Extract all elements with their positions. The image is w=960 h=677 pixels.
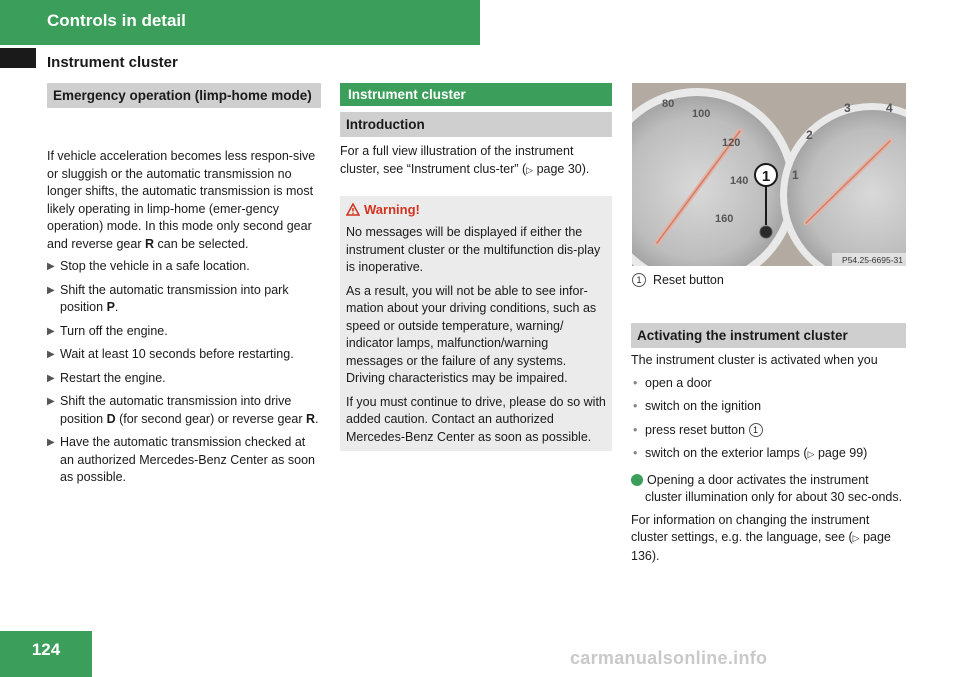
- page-reference-link[interactable]: page 136: [631, 530, 891, 563]
- list-item: • switch on the exterior lamps (▷ page 99): [633, 446, 868, 460]
- step-item: ▶ Turn off the engine.: [47, 323, 168, 338]
- tick-label: 3: [844, 101, 851, 115]
- limp-home-section: [47, 148, 321, 493]
- introduction-heading: Introduction: [340, 112, 612, 137]
- warning-text: If you must continue to drive, please do so with added caution. Contact an authorized Mercedes-Benz Center as soon as possible.: [346, 394, 606, 444]
- section-marker: [0, 48, 36, 68]
- step-item: ▶ Wait at least 10 seconds before restarting.: [47, 347, 294, 361]
- warning-text: As a result, you will not be able to see infor-mation about your driving conditions, such as speed or outside temperature, warning/ indicator lamps, malfunction/warning messages or the failure of any systems. Driving characteristics may be impaired.: [346, 283, 597, 385]
- introduction-section: [340, 143, 612, 184]
- instrument-cluster-heading: Instrument cluster: [340, 83, 612, 106]
- list-item: • open a door: [633, 375, 712, 390]
- chapter-title: Controls in detail: [47, 11, 186, 30]
- reset-button-knob: [760, 226, 772, 238]
- tick-label: 4: [886, 101, 893, 115]
- activating-intro: The instrument cluster is activated when you: [631, 353, 878, 367]
- figure-code: P54.25-6695-31: [842, 255, 903, 265]
- info-icon: i: [631, 474, 643, 486]
- warning-text: No messages will be displayed if either the instrument cluster or the multifunction dis-play is inoperative.: [346, 225, 601, 274]
- activating-outro: For information on changing the instrument cluster settings, e.g. the language, see (▷ page 136).: [631, 512, 891, 563]
- instrument-cluster-photo: [632, 83, 906, 266]
- step-item: ▶ Restart the engine.: [47, 370, 166, 385]
- watermark: carmanualsonline.info: [570, 648, 768, 668]
- page-reference-link[interactable]: page 99: [817, 446, 864, 460]
- step-item: ▶ Stop the vehicle in a safe location.: [47, 259, 250, 273]
- tick-label: 1: [792, 168, 799, 182]
- step-item: ▶ Shift the automatic transmission into park position P.: [47, 282, 289, 314]
- info-note: i Opening a door activates the instrument cluster illumination only for about 30 sec-onds.: [628, 472, 903, 504]
- tick-label: 2: [806, 128, 813, 142]
- page-reference-link[interactable]: page 30: [536, 161, 582, 176]
- figure-caption: 1 Reset button: [632, 273, 724, 287]
- activating-section: [628, 352, 906, 570]
- tick-label: 80: [662, 98, 675, 110]
- activating-heading: Activating the instrument cluster: [631, 323, 906, 348]
- limp-home-heading: Emergency operation (limp-home mode): [47, 83, 321, 108]
- list-item: • press reset button 1: [631, 422, 906, 440]
- warning-box: [340, 196, 612, 451]
- callout-number: 1: [749, 423, 763, 437]
- section-title: Instrument cluster: [47, 54, 178, 71]
- tick-label: 160: [715, 213, 734, 225]
- limp-home-intro: If vehicle acceleration becomes less respon-sive or sluggish or the automatic transmission no longer shifts, the automatic transmission is most likely operating in limp-home (emer-gency operation) mode. In this mode only second gear and reverse gear R can be selected.: [47, 149, 316, 251]
- page-number: 124: [31, 640, 61, 659]
- introduction-text: For a full view illustration of the instrument cluster, see “Instrument clus-ter” (▷ page 30).: [340, 144, 590, 176]
- tick-label: 100: [692, 108, 711, 120]
- callout-number: 1: [632, 273, 646, 287]
- tick-label: 140: [730, 175, 749, 187]
- step-item: ▶ Have the automatic transmission checked at an authorized Mercedes-Benz Center as soon as possible.: [47, 435, 316, 484]
- list-item: • switch on the ignition: [633, 399, 762, 413]
- tick-label: 120: [722, 137, 741, 149]
- step-item: ▶ Shift the automatic transmission into drive position D (for second gear) or reverse gear R.: [47, 394, 319, 426]
- warning-triangle-icon: [346, 203, 360, 221]
- reset-button-callout: 1: [761, 168, 771, 185]
- warning-title: Warning!: [346, 201, 606, 221]
